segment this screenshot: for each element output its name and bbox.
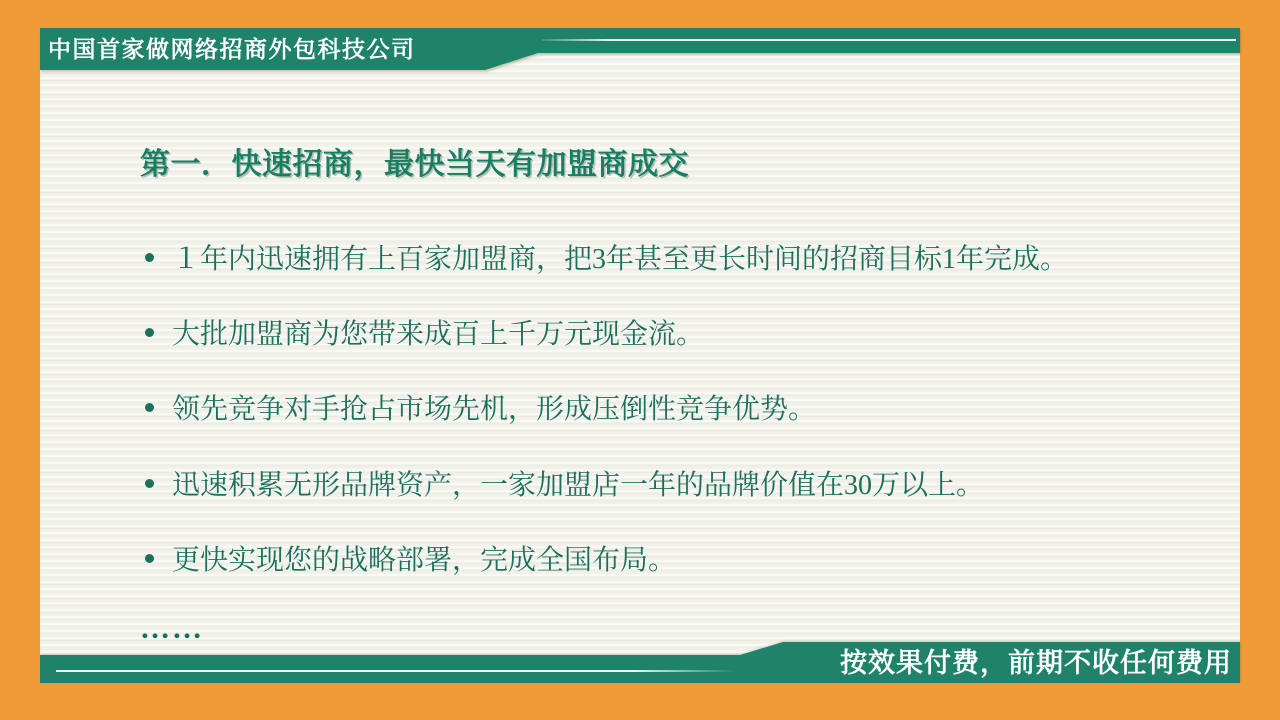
bullet-text: 迅速积累无形品牌资产，一家加盟店一年的品牌价值在30万以上。 [172,470,985,501]
bullet-text: 大批加盟商为您带来成百上千万元现金流。 [172,319,705,350]
bullet-text: １年内迅速拥有上百家加盟商，把3年甚至更长时间的招商目标1年完成。 [172,244,1069,275]
company-tagline: 中国首家做网络招商外包科技公司 [48,36,416,62]
ellipsis-text: …… [140,612,204,645]
bullet-item [145,390,1205,424]
bottom-banner-highlight-line [56,670,736,672]
paper-background [40,28,1240,683]
bullet-item [145,466,1205,500]
bullet-item [145,240,1205,274]
bullet-dot-icon [145,253,154,262]
bullet-dot-icon [145,403,154,412]
top-banner-highlight-line [542,39,1236,41]
payment-slogan: 按效果付费，前期不收任何费用 [840,648,1232,678]
bullet-text: 更快实现您的战略部署，完成全国布局。 [172,545,677,576]
bullet-text: 领先竞争对手抢占市场先机，形成压倒性竞争优势。 [172,394,817,425]
bullet-dot-icon [145,554,154,563]
bullet-dot-icon [145,328,154,337]
slide-title: 第一．快速招商，最快当天有加盟商成交 [140,148,689,181]
bullet-item [145,315,1205,349]
bullet-item [145,541,1205,575]
bullet-dot-icon [145,479,154,488]
